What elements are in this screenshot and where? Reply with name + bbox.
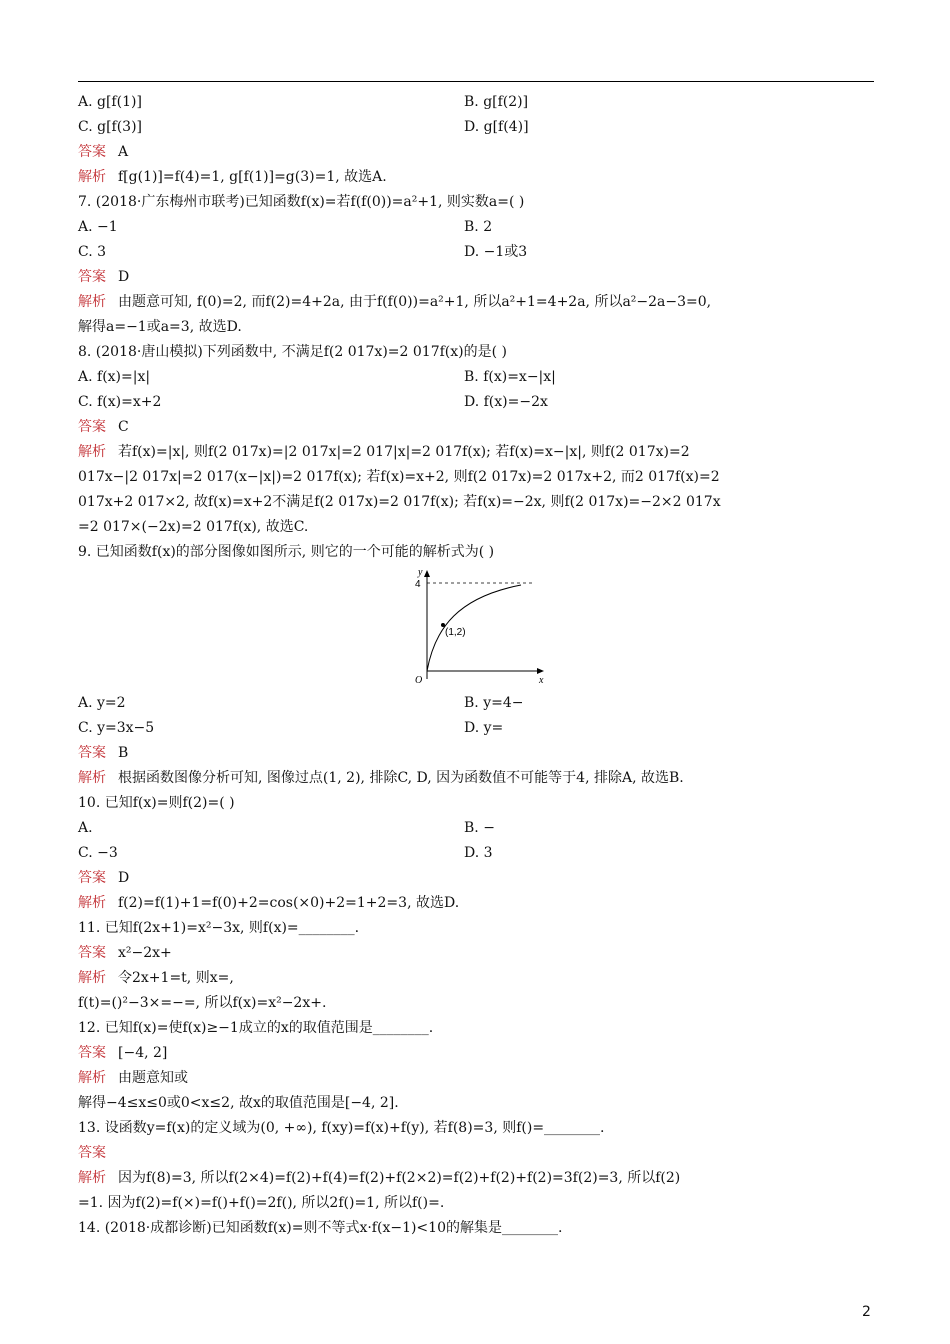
answer-line [78, 1141, 874, 1166]
function-graph [401, 567, 551, 687]
answer-line [78, 440, 874, 465]
choice-option: A. y=2 [78, 695, 126, 711]
option-row [78, 365, 874, 390]
line-text: 根据函数图像分析可知, 图像过点(1, 2), 排除C, D, 因为函数值不可能等于4, 排除A, 故选B. [118, 770, 684, 786]
line-text: 9. 已知函数f(x)的部分图像如图所示, 则它的一个可能的解析式为( ) [78, 544, 495, 560]
answer-line [78, 741, 874, 766]
choice-option: A. −1 [78, 219, 118, 235]
line-text: 017x+2 017×2, 故f(x)=x+2不满足f(2 017x)=2 017f(x); 若f(x)=−2x, 则f(2 017x)=−2×2 017x [78, 494, 721, 510]
line-text: D [118, 269, 130, 285]
answer-tag: 答案 [78, 419, 106, 435]
line-text: 14. (2018·成都诊断)已知函数f(x)=则不等式x·f(x−1)<10的解集是________. [78, 1220, 563, 1236]
line-text: 12. 已知f(x)=使f(x)≥−1成立的x的取值范围是________. [78, 1020, 434, 1036]
answer-tag: 答案 [78, 1145, 106, 1161]
choice-option: C. g[f(3)] [78, 119, 143, 135]
choice-option: B. 2 [464, 219, 493, 235]
page-number: 2 [862, 1304, 871, 1320]
answer-tag: 解析 [78, 169, 106, 185]
answer-tag: 解析 [78, 444, 106, 460]
answer-line [78, 966, 874, 991]
answer-tag: 答案 [78, 269, 106, 285]
line-text: =2 017×(−2x)=2 017f(x), 故选C. [78, 519, 309, 535]
text-line [78, 1091, 874, 1116]
answer-line [78, 415, 874, 440]
text-line [78, 791, 874, 816]
text-line [78, 1016, 874, 1041]
option-row [78, 90, 874, 115]
line-text: B [118, 745, 129, 761]
answer-line [78, 140, 874, 165]
choice-option: D. y= [464, 720, 504, 736]
choice-option: A. f(x)=|x| [78, 369, 151, 385]
option-row [78, 115, 874, 140]
line-text: 因为f(8)=3, 所以f(2×4)=f(2)+f(4)=f(2)+f(2×2)=f(2)+f(2)+f(2)=3f(2)=3, 所以f(2) [118, 1170, 681, 1186]
choice-option: D. 3 [464, 845, 493, 861]
text-line [78, 315, 874, 340]
choice-option: C. 3 [78, 244, 107, 260]
answer-line [78, 165, 874, 190]
answer-line [78, 941, 874, 966]
answer-line [78, 1166, 874, 1191]
choice-option: B. y=4− [464, 695, 524, 711]
text-line [78, 991, 874, 1016]
line-text: 7. (2018·广东梅州市联考)已知函数f(x)=若f(f(0))=a²+1, 则实数a=( ) [78, 194, 525, 210]
line-text: 11. 已知f(2x+1)=x²−3x, 则f(x)=________. [78, 920, 360, 936]
line-text: 解得−4≤x≤0或0<x≤2, 故x的取值范围是[−4, 2]. [78, 1095, 399, 1111]
line-text: 017x−|2 017x|=2 017(x−|x|)=2 017f(x); 若f(x)=x+2, 则f(2 017x)=2 017x+2, 而2 017f(x)=2 [78, 469, 720, 485]
option-row [78, 816, 874, 841]
answer-tag: 答案 [78, 870, 106, 886]
text-line [78, 190, 874, 215]
option-row [78, 841, 874, 866]
answer-tag: 答案 [78, 745, 106, 761]
answer-line [78, 866, 874, 891]
function-graph-figure [78, 565, 874, 691]
answer-line [78, 290, 874, 315]
line-text: 由题意可知, f(0)=2, 而f(2)=4+2a, 由于f(f(0))=a²+1, 所以a²+1=4+2a, 所以a²−2a−3=0, [118, 294, 712, 310]
line-text: 10. 已知f(x)=则f(2)=( ) [78, 795, 235, 811]
choice-option: A. g[f(1)] [78, 94, 142, 110]
line-text: A [118, 144, 129, 160]
text-line [78, 540, 874, 565]
choice-option: D. −1或3 [464, 244, 528, 260]
answer-tag: 答案 [78, 945, 106, 961]
line-text: 13. 设函数y=f(x)的定义域为(0, +∞), f(xy)=f(x)+f(y), 若f(8)=3, 则f()=________. [78, 1120, 605, 1136]
answer-tag: 解析 [78, 770, 106, 786]
choice-option: C. y=3x−5 [78, 720, 155, 736]
line-text: 8. (2018·唐山模拟)下列函数中, 不满足f(2 017x)=2 017f(x)的是( ) [78, 344, 507, 360]
text-line [78, 515, 874, 540]
line-text: 解得a=−1或a=3, 故选D. [78, 319, 242, 335]
line-text: 若f(x)=|x|, 则f(2 017x)=|2 017x|=2 017|x|=2 017f(x); 若f(x)=x−|x|, 则f(2 017x)=2 [118, 444, 690, 460]
answer-line [78, 1041, 874, 1066]
text-line [78, 1216, 874, 1241]
answer-line [78, 891, 874, 916]
option-row [78, 240, 874, 265]
answer-tag: 解析 [78, 970, 106, 986]
line-text: =1. 因为f(2)=f(×)=f()+f()=2f(), 所以2f()=1, 所以f()=. [78, 1195, 445, 1211]
choice-option: B. g[f(2)] [464, 94, 529, 110]
y-axis-label: y [418, 567, 423, 578]
line-text: 由题意知或 [118, 1070, 188, 1086]
choice-option: C. −3 [78, 845, 118, 861]
point-label: (1,2) [445, 627, 466, 638]
choice-option: D. f(x)=−2x [464, 394, 548, 410]
answer-tag: 答案 [78, 144, 106, 160]
line-text: 令2x+1=t, 则x=, [118, 970, 234, 986]
y-axis-arrow [424, 570, 430, 577]
choice-option: D. g[f(4)] [464, 119, 529, 135]
option-row [78, 215, 874, 240]
text-line [78, 916, 874, 941]
text-line [78, 465, 874, 490]
option-row [78, 390, 874, 415]
line-text: f(t)=()²−3×=−=, 所以f(x)=x²−2x+. [78, 995, 327, 1011]
document-body [78, 90, 874, 1241]
answer-line [78, 265, 874, 290]
text-line [78, 1191, 874, 1216]
answer-tag: 解析 [78, 294, 106, 310]
option-row [78, 691, 874, 716]
answer-tag: 解析 [78, 1070, 106, 1086]
option-row [78, 716, 874, 741]
tick-label-4: 4 [415, 579, 421, 590]
choice-option: C. f(x)=x+2 [78, 394, 162, 410]
line-text: D [118, 870, 130, 886]
line-text: [−4, 2] [118, 1045, 168, 1061]
line-text: f[g(1)]=f(4)=1, g[f(1)]=g(3)=1, 故选A. [118, 169, 387, 185]
answer-line [78, 766, 874, 791]
x-axis-arrow [537, 668, 544, 674]
function-curve [427, 585, 521, 671]
x-axis-label: x [539, 675, 544, 686]
line-text: f(2)=f(1)+1=f(0)+2=cos(×0)+2=1+2=3, 故选D. [118, 895, 460, 911]
answer-line [78, 1066, 874, 1091]
header-rule [78, 81, 874, 82]
answer-tag: 答案 [78, 1045, 106, 1061]
answer-tag: 解析 [78, 1170, 106, 1186]
choice-option: B. f(x)=x−|x| [464, 369, 556, 385]
line-text: C [118, 419, 129, 435]
choice-option: A. [78, 820, 93, 836]
text-line [78, 490, 874, 515]
text-line [78, 340, 874, 365]
choice-option: B. − [464, 820, 495, 836]
text-line [78, 1116, 874, 1141]
answer-tag: 解析 [78, 895, 106, 911]
line-text: x²−2x+ [118, 945, 172, 961]
origin-label: O [415, 675, 423, 686]
